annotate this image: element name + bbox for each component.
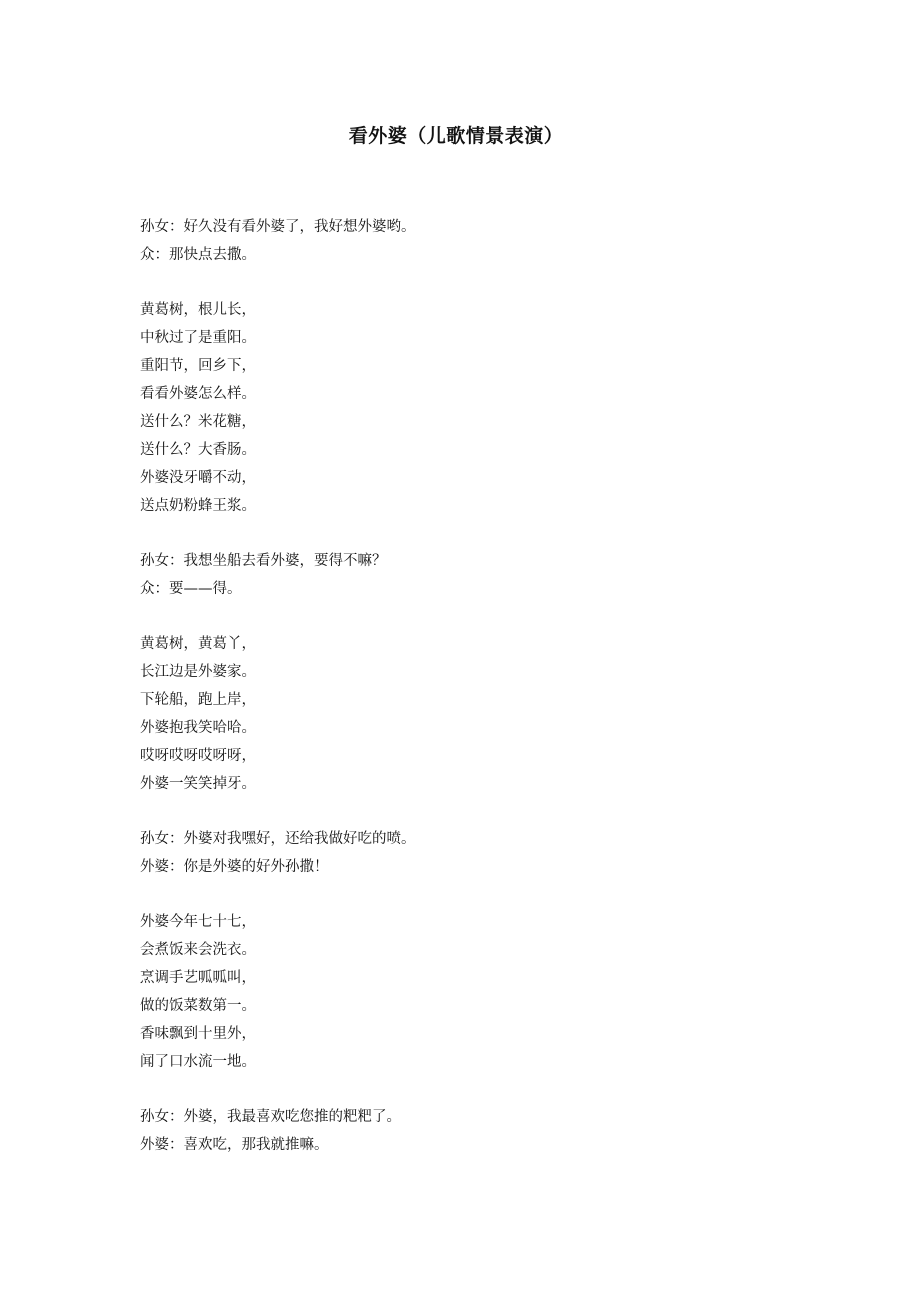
text-line: 下轮船，跑上岸， (140, 692, 256, 708)
text-line: 孙女：外婆对我嘿好，还给我做好吃的喷。 (140, 831, 416, 847)
text-line: 闻了口水流一地。 (140, 1054, 256, 1070)
text-line: 送点奶粉蜂王浆。 (140, 498, 256, 514)
text-line: 重阳节，回乡下， (140, 358, 256, 374)
text-line: 黄葛树，黄葛丫， (140, 636, 256, 652)
verse-stanza (140, 908, 820, 1076)
text-line: 外婆：你是外婆的好外孙撒！ (140, 859, 329, 875)
text-line: 送什么？大香肠。 (140, 442, 256, 458)
text-line: 哎呀哎呀哎呀呀， (140, 748, 256, 764)
text-line: 送什么？米花糖， (140, 414, 256, 430)
verse-stanza (140, 296, 820, 520)
dialogue-block (140, 825, 820, 881)
dialogue-block (140, 1103, 820, 1159)
text-line: 孙女：好久没有看外婆了，我好想外婆哟。 (140, 219, 416, 235)
text-line: 孙女：外婆，我最喜欢吃您推的粑粑了。 (140, 1109, 401, 1125)
text-line: 外婆一笑笑掉牙。 (140, 776, 256, 792)
text-line: 香味飘到十里外， (140, 1026, 256, 1042)
verse-stanza (140, 630, 820, 798)
text-line: 做的饭菜数第一。 (140, 998, 256, 1014)
text-line: 烹调手艺呱呱叫， (140, 970, 256, 986)
text-line: 黄葛树，根儿长， (140, 302, 256, 318)
document-body (140, 213, 820, 1186)
text-line: 外婆没牙嚼不动， (140, 470, 256, 486)
text-line: 外婆抱我笑哈哈。 (140, 720, 256, 736)
text-line: 长江边是外婆家。 (140, 664, 256, 680)
document-title: 看外婆（儿歌情景表演） (348, 125, 564, 147)
text-line: 众：那快点去撒。 (140, 247, 256, 263)
text-line: 看看外婆怎么样。 (140, 386, 256, 402)
text-line: 外婆：喜欢吃，那我就推嘛。 (140, 1137, 329, 1153)
text-line: 孙女：我想坐船去看外婆，要得不嘛？ (140, 553, 387, 569)
text-line: 外婆今年七十七， (140, 914, 256, 930)
text-line: 会煮饭来会洗衣。 (140, 942, 256, 958)
dialogue-block (140, 213, 820, 269)
dialogue-block (140, 547, 820, 603)
text-line: 众：要——得。 (140, 581, 242, 597)
text-line: 中秋过了是重阳。 (140, 330, 256, 346)
